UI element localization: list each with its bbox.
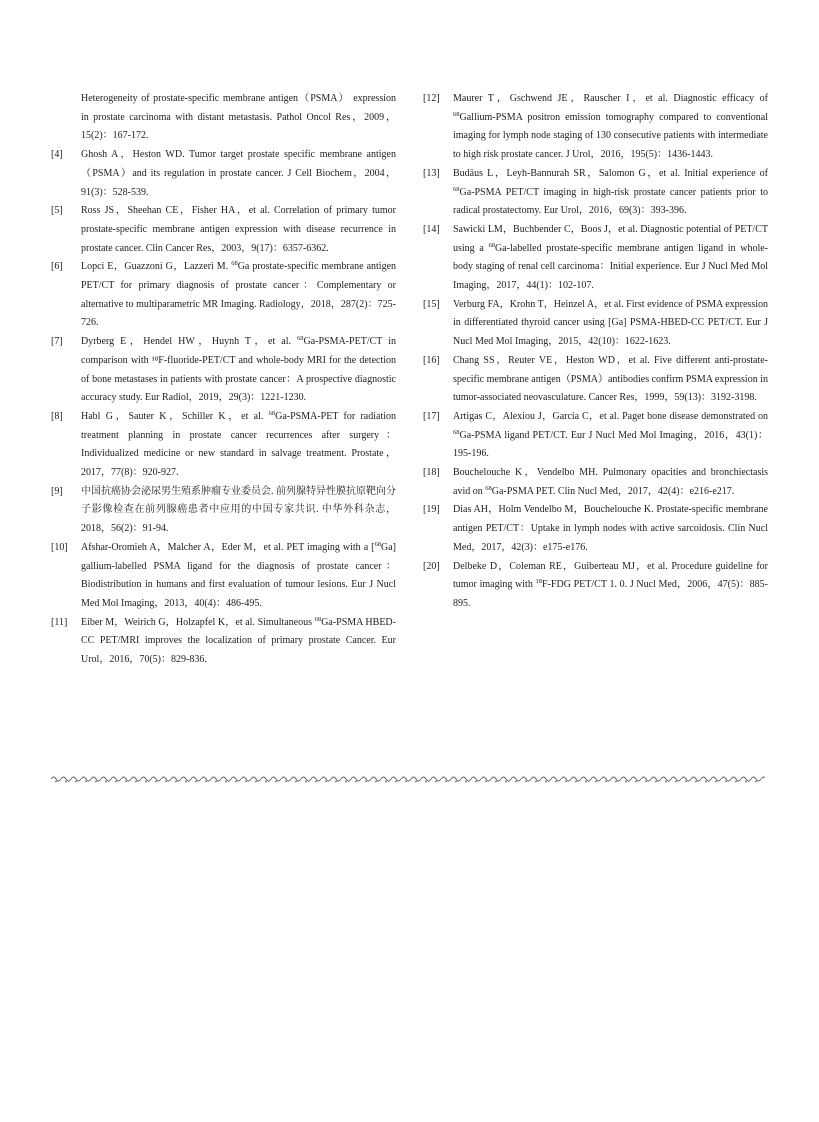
reference-entry [51, 408, 396, 483]
reference-text: Chang SS，Reuter VE，Heston WD，et al. Five different anti-prostate-specific membrane antigen（PSMA）antibodies confirm PSMA expression in tumor-associated neovasculature. Cancer Res，1999，59(13)：3192-3198. [453, 354, 768, 404]
reference-text: Eiber M，Weirich G，Holzapfel K，et al. Simultaneous $^{68}$Ga-PSMA HBED-CC PET/MRI improves the localization of primary prostate Cancer. Eur Urol，2016，70(5)：829-836. [81, 615, 396, 666]
reference-number: [4] [51, 149, 63, 161]
reference-number: [5] [51, 205, 63, 217]
reference-text: 中国抗癌协会泌尿男生殖系肿瘤专业委员会. 前列腺特异性膜抗原靶向分子影像检查在前列腺癌患者中应用的中国专家共识. 中华外科杂志，2018，56(2)：91-94. [81, 485, 396, 535]
reference-text: Ghosh A，Heston WD. Tumor target prostate specific membrane antigen（PSMA）and its regulation in prostate cancer. J Cell Biochem，2004，91(3)：528-539. [81, 149, 396, 198]
reference-number: [18] [423, 467, 440, 479]
reference-entry [51, 90, 396, 146]
references-right-column [423, 90, 768, 614]
reference-number: [17] [423, 410, 440, 422]
reference-text: Budäus L，Leyh-Bannurah SR，Salomon G，et al. Initial experience of $^{68}$Ga-PSMA PET/CT imaging in high-risk prostate cancer patients prior to radical prostatectomy. Eur Urol，2016，69(3)：393-396. [453, 167, 768, 217]
reference-number: [6] [51, 261, 63, 273]
reference-text: Sawicki LM，Buchbender C，Boos J，et al. Diagnostic potential of PET/CT using a $^{68}$Ga-labelled prostate-specific membrane antigen ligand in whole-body staging of renal cell carcinoma：Initial experience. Eur J Nucl Med Mol Imaging，2017，44(1)：102-107. [453, 223, 768, 292]
reference-text: Dyrberg E，Hendel HW，Huynh T，et al. $^{68}$Ga-PSMA-PET/CT in comparison with ¹⁸F-fluoride-PET/CT and whole-body MRI for the detection of bone metastases in patients with prostate cancer：A prospective diagnostic accuracy study. Eur Radiol，2019，29(3)：1221-1230. [81, 335, 396, 404]
reference-entry [51, 146, 396, 202]
reference-text: Heterogeneity of prostate-specific membrane antigen（PSMA） expression in prostate carcinoma with distant metastasis. Pathol Oncol Res，2009，15(2)：167-172. [81, 93, 396, 142]
reference-entry [423, 165, 768, 221]
reference-text: Maurer T，Gschwend JE，Rauscher I，et al. Diagnostic efficacy of $^{68}$Gallium-PSMA positron emission tomography compared to conventional imaging for lymph node staging of 130 consecutive patients with intermediate to high risk prostate cancer. J Urol，2016，195(5)：1436-1443. [453, 93, 768, 161]
reference-text: Lopci E，Guazzoni G，Lazzeri M. $^{68}$Ga prostate-specific membrane antigen PET/CT for primary diagnosis of prostate cancer：Complementary or alternative to multiparametric MR Imaging. Radiology，2018，287(2)：725-726. [81, 260, 397, 329]
reference-entry [423, 352, 768, 408]
reference-text: Verburg FA，Krohn T，Heinzel A，et al. First evidence of PSMA expression in differentiated thyroid cancer using [Ga] PSMA-HBED-CC PET/CT. Eur J Nucl Med Mol Imaging，2015，42(10)：1622-1623. [453, 298, 768, 348]
reference-text: Bouchelouche K，Vendelbo MH. Pulmonary opacities and bronchiectasis avid on $^{68}$Ga-PSMA PET. Clin Nucl Med，2017，42(4)：e216-e217. [453, 467, 768, 497]
reference-number: [8] [51, 410, 63, 422]
reference-number: [20] [423, 560, 440, 572]
reference-number: [11] [51, 616, 68, 628]
reference-number: [14] [423, 223, 440, 235]
reference-entry [423, 296, 768, 352]
reference-entry [51, 202, 396, 258]
reference-number: [13] [423, 167, 440, 179]
reference-number: [9] [51, 485, 63, 497]
reference-entry [51, 539, 396, 614]
reference-entry [423, 408, 768, 464]
reference-text: Delbeke D，Coleman RE，Guiberteau MJ，et al. Procedure guideline for tumor imaging with $^{18}$F-FDG PET/CT 1. 0. J Nucl Med，2006，47(5)：885-895. [453, 560, 768, 609]
reference-number [51, 90, 81, 146]
reference-number: [15] [423, 298, 440, 310]
reference-entry [423, 221, 768, 296]
reference-entry [51, 333, 396, 408]
reference-number: [10] [51, 541, 68, 553]
reference-text: Dias AH，Holm Vendelbo M，Bouchelouche K. Prostate-specific membrane antigen PET/CT：Uptake in lymph nodes with active sarcoidosis. Clin Nucl Med，2017，42(3)：e175-e176. [453, 504, 768, 553]
reference-text: Habl G，Sauter K，Schiller K，et al. $^{68}$Ga-PSMA-PET for radiation treatment planning in prostate cancer recurrences after surgery：Individualized medicine or new standard in salvage treatment. Prostate，2017，77(8)：920-927. [81, 409, 396, 479]
reference-entry [51, 258, 396, 333]
reference-number: [19] [423, 504, 440, 516]
reference-entry [423, 464, 768, 501]
decorative-wave-divider [51, 772, 765, 786]
references-left-column [51, 90, 396, 670]
reference-entry [423, 501, 768, 557]
reference-entry [423, 558, 768, 614]
reference-number: [16] [423, 354, 440, 366]
reference-text: Artigas C，Alexiou J，Garcia C，et al. Paget bone disease demonstrated on $^{68}$Ga-PSMA ligand PET/CT. Eur J Nucl Med Mol Imaging，2016，43(1)：195-196. [453, 410, 768, 460]
reference-entry [51, 483, 396, 539]
reference-number: [12] [423, 93, 440, 104]
reference-number: [7] [51, 336, 63, 348]
reference-text: Afshar-Oromieh A，Malcher A，Eder M，et al. PET imaging with a [$^{68}$Ga] gallium-labelled PSMA ligand for the diagnosis of prostate cancer：Biodistribution in humans and first evaluation of tumour lesions. Eur J Nucl Med Mol Imaging，2013，40(4)：486-495. [81, 540, 396, 609]
reference-entry [51, 614, 396, 670]
reference-text: Ross JS，Sheehan CE，Fisher HA，et al. Correlation of primary tumor prostate-specific membrane antigen expression with disease recurrence in prostate cancer. Clin Cancer Res，2003，9(17)：6357-6362. [81, 205, 396, 254]
reference-entry [423, 90, 768, 165]
